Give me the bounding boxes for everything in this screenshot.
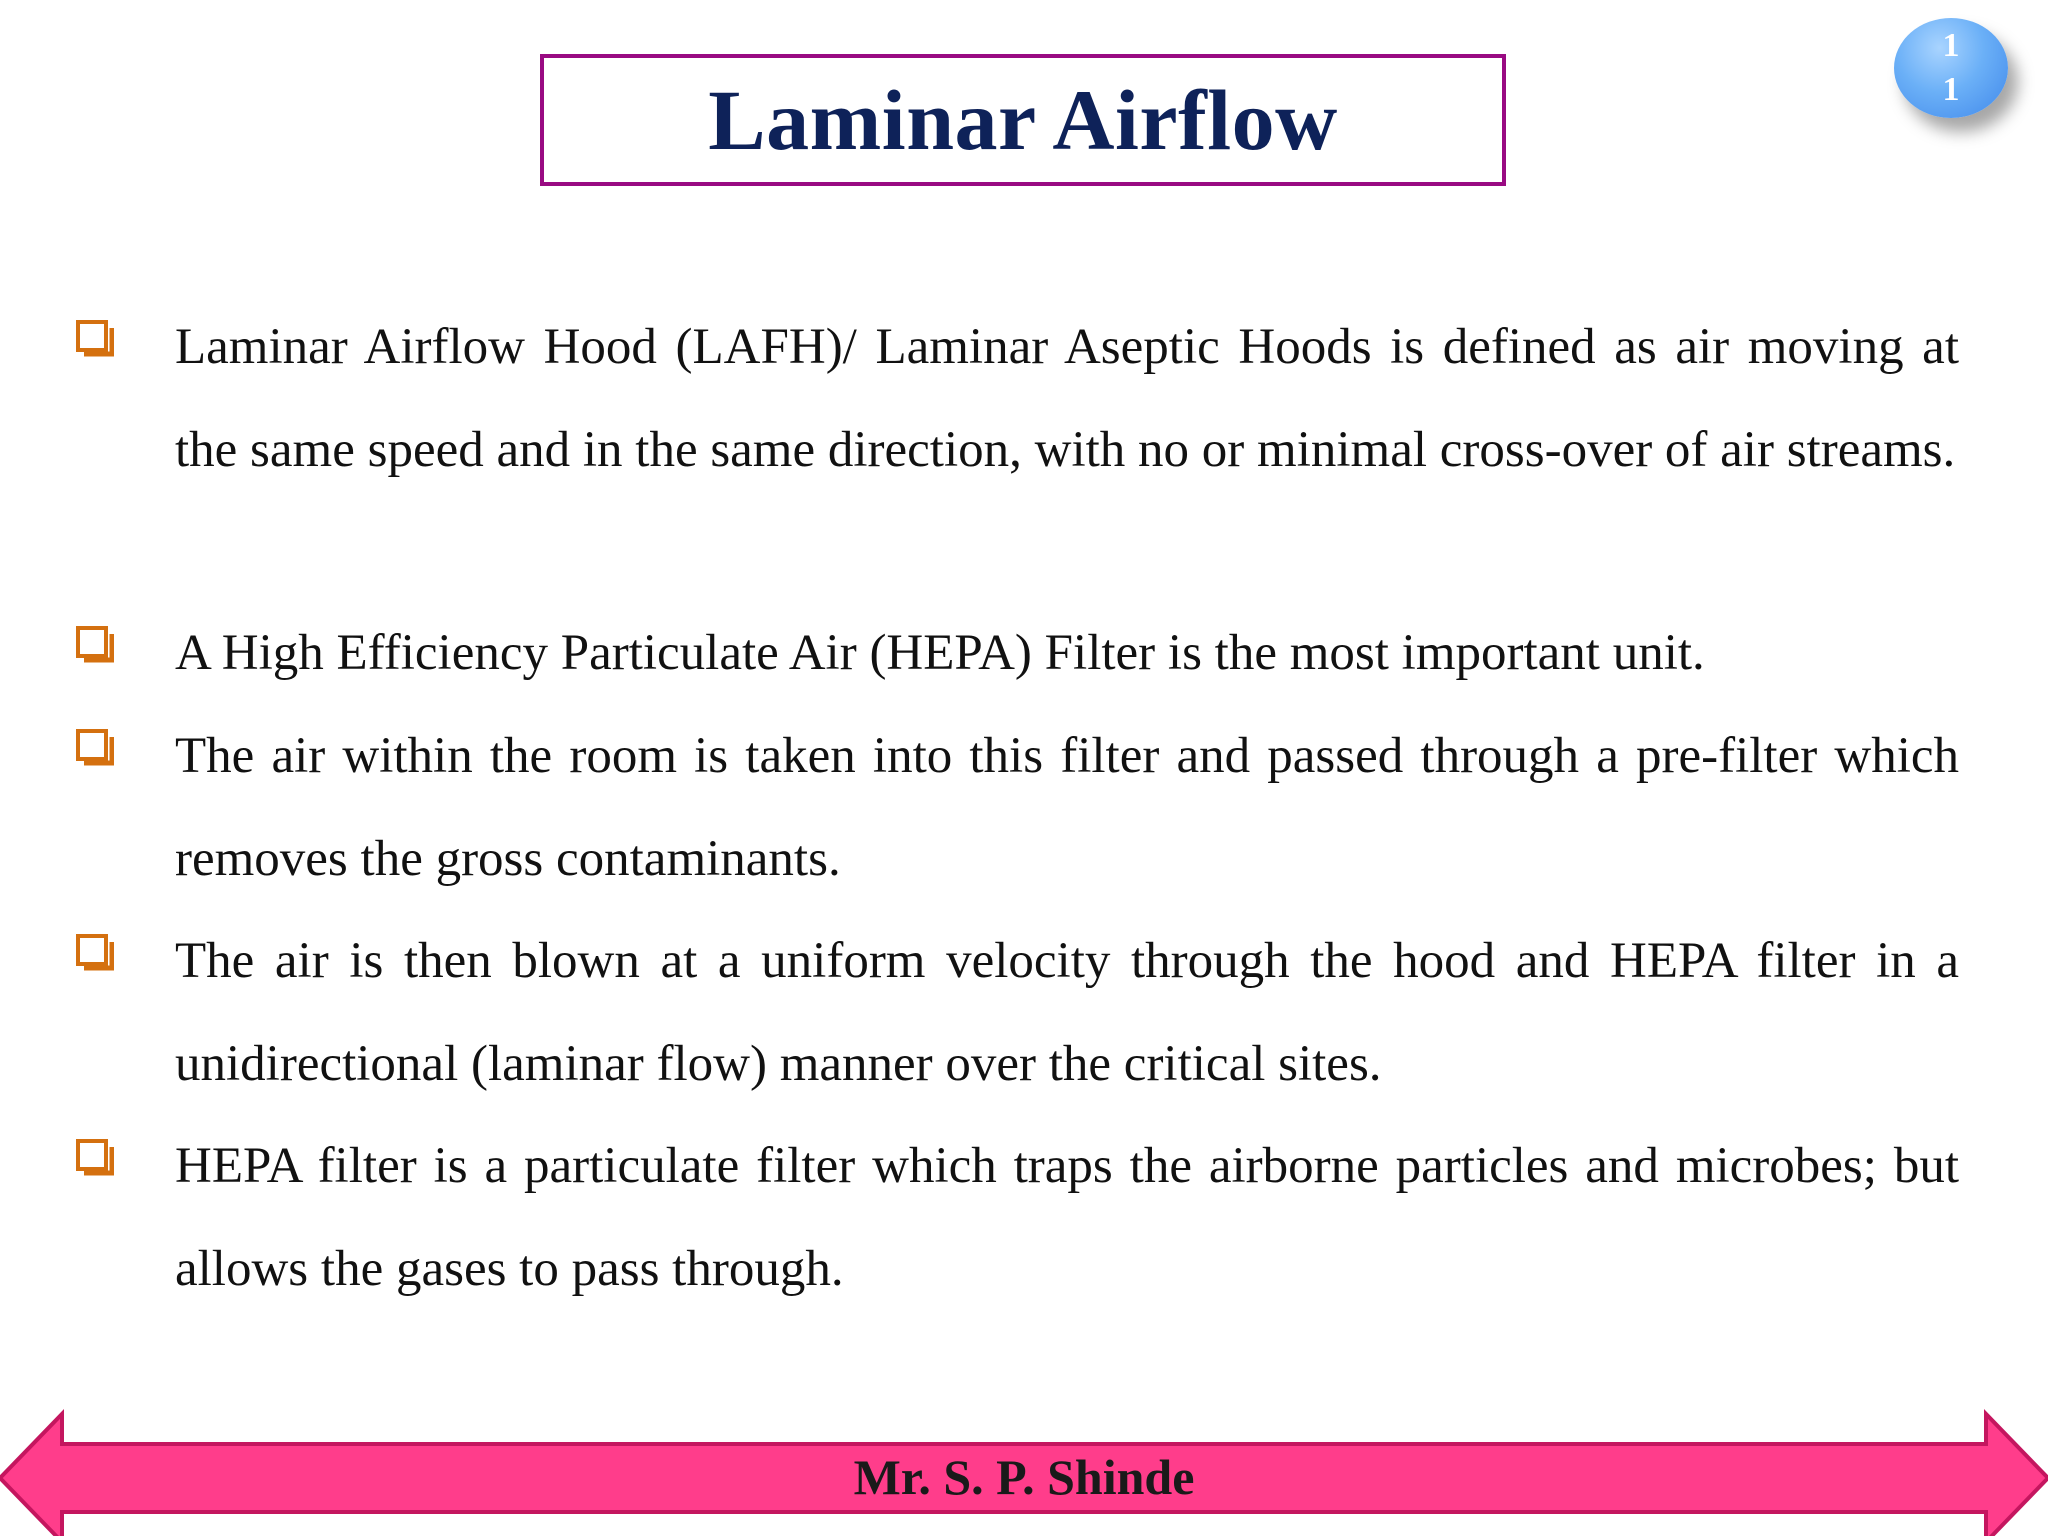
bullet-text: Laminar Airflow Hood (LAFH)/ Laminar Aseptic Hoods is defined as air moving at the same speed and in the same direction, with no or minimal cross-over of air streams. (175, 319, 1959, 478)
bullet-text: A High Efficiency Particulate Air (HEPA) Filter is the most important unit. (175, 625, 1705, 681)
bullet-text: The air is then blown at a uniform velocity through the hood and HEPA filter in a unidirectional (laminar flow) manner over the critical sites. (175, 933, 1959, 1092)
page-number-digit: 1 (1942, 27, 1960, 64)
checkbox-icon (76, 626, 114, 664)
checkbox-icon (76, 729, 114, 767)
bullet-text: HEPA filter is a particulate filter which traps the airborne particles and microbes; but allows the gases to pass through. (175, 1138, 1959, 1297)
checkbox-icon (76, 1139, 114, 1177)
bullet-text: The air within the room is taken into this filter and passed through a pre-filter which removes the gross contaminants. (175, 728, 1959, 887)
footer-banner (0, 1408, 2048, 1536)
page-number-digit: 1 (1942, 71, 1960, 108)
author-name: Mr. S. P. Shinde (853, 1449, 1195, 1505)
checkbox-icon (76, 320, 114, 358)
slide-title: Laminar Airflow (708, 72, 1338, 168)
checkbox-icon (76, 934, 114, 972)
